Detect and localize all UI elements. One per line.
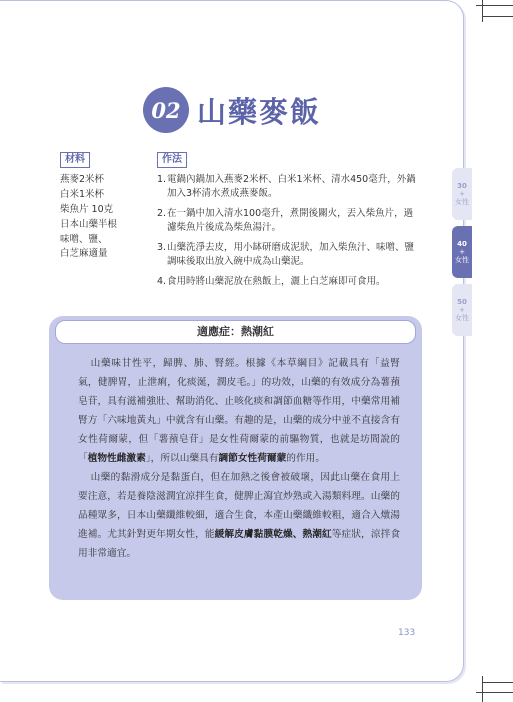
indication-header: 適應症：熱潮紅: [55, 320, 416, 344]
step-text: 食用時將山藥泥放在熱飯上，灑上白芝麻即可食用。: [167, 276, 386, 287]
indication-box: [49, 316, 422, 600]
tab-plus: +: [459, 248, 465, 256]
method-step: [157, 241, 422, 269]
step-text: 在一鍋中加入清水100毫升，煮開後關火，丟入柴魚片，過濾柴魚片後成為柴魚湯汁。: [167, 208, 414, 233]
tab-label: 女性: [455, 198, 469, 206]
text-run: 」，所以山藥具有: [145, 453, 219, 464]
step-number: 2.: [157, 208, 167, 219]
step-number: 3.: [157, 242, 167, 253]
crop-mark: [482, 676, 483, 702]
ingredients-list: [60, 173, 152, 262]
bold-text: 植物性雌激素: [87, 453, 146, 464]
text-run: 山藥味甘性平，歸脾、肺、腎經。根據《本草綱目》記載具有「益腎氣，健脾胃，止泄痢，化痰涎，潤皮毛。」的功效，山藥的有效成分為薯蕷皂苷，具有滋補強壯、幫助消化、止咳化痰和調節血糖等作用，中藥常用補腎方「六味地黃丸」中就含有山藥。有趣的是，山藥的成分中並不直接含有女性荷爾蒙，但「薯蕷皂苷」是女性荷爾蒙的前驅物質，也就是坊間說的「: [78, 358, 400, 464]
tab-plus: +: [459, 306, 465, 314]
tab-number: 50: [457, 298, 467, 306]
recipe-title: [143, 86, 321, 134]
ingredient-item: 白米1米杯: [60, 189, 105, 200]
ingredient-item: 日本山藥半根: [60, 219, 118, 230]
ingredient-item: 白芝麻適量: [60, 248, 108, 259]
tab-label: 女性: [455, 256, 469, 264]
indication-paragraph: [78, 354, 400, 468]
tab-number: 40: [457, 240, 467, 248]
recipe-name: 山藥麥飯: [197, 94, 322, 129]
text-run: 山藥的黏滑成分是黏蛋白，但在加熱之後會被破壞，因此山藥在食用上要注意，若是養陰滋潤宜涼拌生食，健脾止瀉宜炒熟或入湯類料理。山藥的品種眾多，日本山藥纖維較細，適合生食，本產山藥纖維較粗，適合入燉湯進補。尤其針對更年期女性，能: [78, 472, 400, 540]
tab-30-plus[interactable]: [452, 168, 472, 220]
page-number: 133: [398, 628, 416, 638]
tab-50-plus[interactable]: [452, 284, 472, 336]
indication-paragraph: [78, 468, 400, 563]
text-run: 等症狀，涼拌食用非常適宜。: [78, 529, 401, 559]
method-step: [157, 173, 422, 201]
step-number: 4.: [157, 276, 167, 287]
tab-plus: +: [459, 190, 465, 198]
tab-label: 女性: [455, 314, 469, 322]
tab-number: 30: [457, 182, 467, 190]
age-tabs: [452, 168, 474, 342]
bold-text: 調節女性荷爾蒙: [218, 453, 287, 464]
recipe-number-badge: 02: [143, 87, 189, 133]
step-number: 1.: [157, 174, 167, 185]
ingredient-item: 燕麥2米杯: [60, 174, 105, 185]
ingredients-label: 材料: [60, 152, 90, 168]
crop-mark: [482, 0, 483, 22]
indication-body: [78, 354, 400, 563]
bold-text: 緩解皮膚黏膜乾燥、熱潮紅: [214, 529, 332, 540]
method-step: [157, 275, 422, 289]
ingredient-item: 柴魚片 10克: [60, 204, 114, 215]
tab-40-plus[interactable]: [452, 226, 472, 278]
crop-mark: [482, 682, 513, 683]
step-text: 電鍋內鍋加入燕麥2米杯、白米1米杯、清水450毫升，外鍋加入3杯清水煮成燕麥飯。: [167, 174, 416, 199]
crop-mark: [482, 16, 513, 17]
step-text: 山藥洗淨去皮，用小缽研磨成泥狀，加入柴魚汁、味噌、鹽調味後取出放入碗中成為山藥泥。: [167, 242, 415, 267]
method-step: [157, 207, 422, 235]
method-label: 作法: [157, 152, 187, 168]
text-run: 的作用。: [286, 453, 326, 464]
ingredient-item: 味噌、鹽、: [60, 234, 108, 245]
method-steps: [157, 173, 422, 295]
